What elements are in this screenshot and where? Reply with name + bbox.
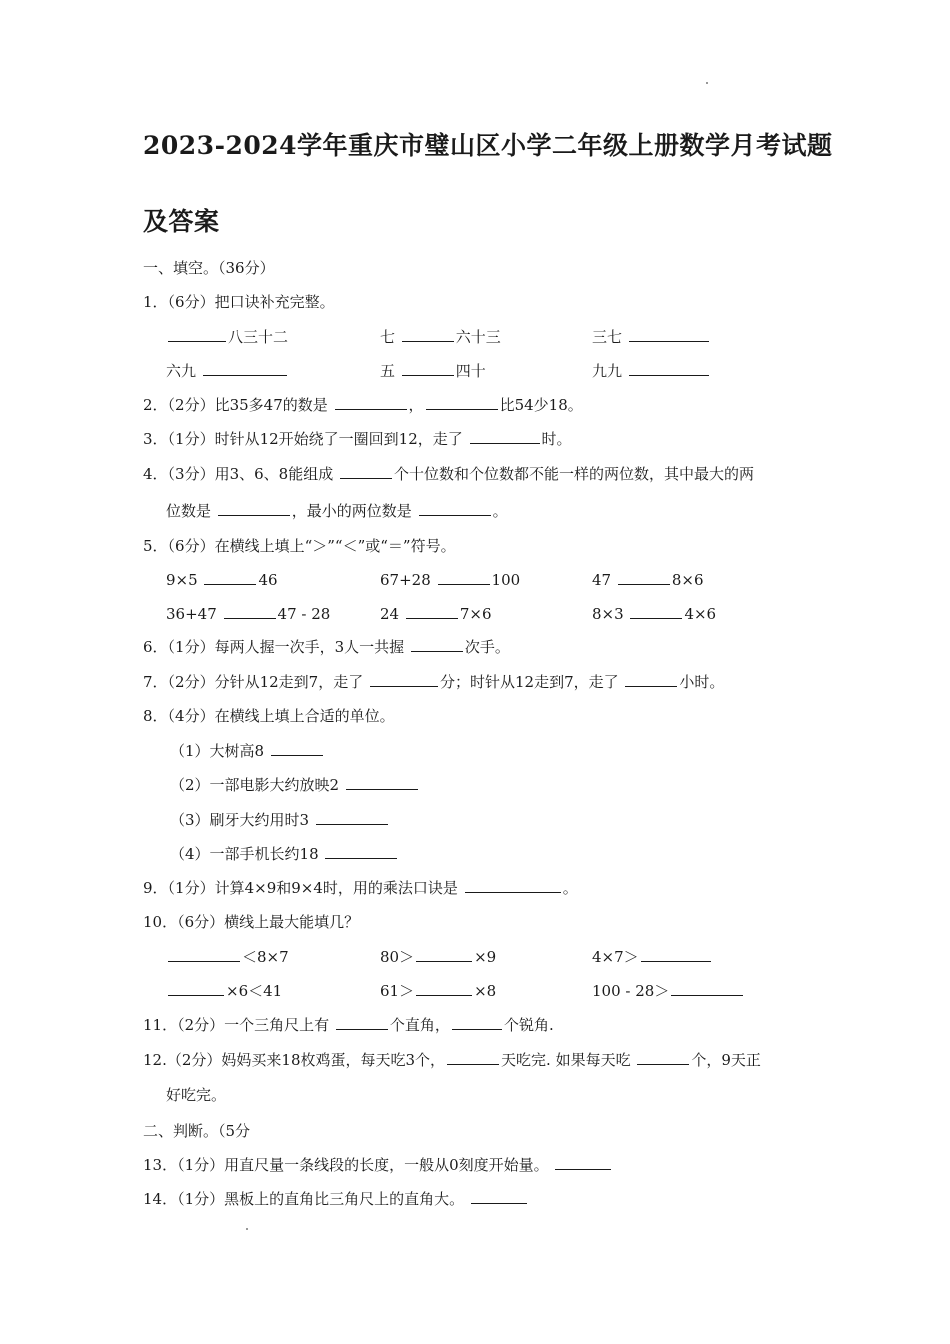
q1-r2-b: 五 四十	[380, 362, 486, 380]
q5-r1-a: 9×5 46	[166, 571, 278, 589]
answer-blank[interactable]	[402, 361, 454, 376]
q10-r1-b: 80＞ ×9	[380, 948, 497, 966]
q10-r2-a: ×6＜41	[166, 981, 282, 1001]
question-11: 11．（2分）一个三角尺上有 个直角， 个锐角.	[143, 1016, 554, 1034]
question-8-stem: 8．（4分）在横线上填上合适的单位。	[143, 707, 395, 725]
q10-r1-c: 4×7＞	[592, 947, 713, 967]
q1-r1-c: 三七	[592, 327, 711, 347]
question-3: 3．（1分）时针从12开始绕了一圈回到12，走了 时。	[143, 430, 572, 448]
exam-title-line2: 及答案	[143, 207, 220, 236]
q10-r2-c: 100 - 28＞	[592, 981, 745, 1001]
answer-blank[interactable]	[168, 327, 226, 342]
answer-blank[interactable]	[336, 1015, 388, 1030]
answer-blank[interactable]	[340, 464, 392, 479]
section-heading-judgement: 二、判断。（5分	[143, 1122, 251, 1140]
answer-blank[interactable]	[271, 741, 323, 756]
q5-r1-c: 47 8×6	[592, 571, 704, 589]
answer-blank[interactable]	[406, 604, 458, 619]
q8-item-4: （4）一部手机长约18	[170, 844, 399, 864]
answer-blank[interactable]	[168, 981, 224, 996]
q8-item-1: （1）大树高8	[170, 741, 325, 761]
answer-blank[interactable]	[224, 604, 276, 619]
question-5-stem: 5．（6分）在横线上填上“＞”“＜”或“＝”符号。	[143, 537, 456, 555]
answer-blank[interactable]	[471, 1189, 527, 1204]
q1-r1-b: 七 六十三	[380, 328, 501, 346]
question-7: 7．（2分）分针从12走到7，走了 分；时针从12走到7，走了 小时。	[143, 673, 725, 691]
question-14: 14．（1分）黑板上的直角比三角尺上的直角大。	[143, 1189, 529, 1209]
answer-blank[interactable]	[625, 672, 677, 687]
answer-blank[interactable]	[637, 1050, 689, 1065]
question-10-stem: 10．（6分）横线上最大能填几？	[143, 913, 360, 931]
q1-r1-a: 八三十二	[166, 327, 288, 347]
answer-blank[interactable]	[641, 947, 711, 962]
question-4-line1: 4．（3分）用3、6、8能组成 个十位数和个位数都不能一样的两位数，其中最大的两	[143, 465, 755, 483]
speck-mark	[706, 82, 708, 84]
q10-r1-a: ＜8×7	[166, 947, 289, 967]
answer-blank[interactable]	[452, 1015, 502, 1030]
answer-blank[interactable]	[168, 947, 240, 962]
question-1-stem: 1．（6分）把口诀补充完整。	[143, 293, 335, 311]
exam-title-line1: 2023-2024学年重庆市璧山区小学二年级上册数学月考试题	[143, 131, 833, 160]
answer-blank[interactable]	[416, 947, 472, 962]
answer-blank[interactable]	[416, 981, 472, 996]
answer-blank[interactable]	[629, 361, 709, 376]
question-4-line2: 位数是 ，最小的两位数是 。	[166, 502, 508, 520]
answer-blank[interactable]	[629, 327, 709, 342]
answer-blank[interactable]	[335, 395, 407, 410]
answer-blank[interactable]	[325, 844, 397, 859]
q5-r1-b: 67+28 100	[380, 571, 521, 589]
question-2: 2．（2分）比35多47的数是 ， 比54少18。	[143, 396, 583, 414]
q5-r2-b: 24 7×6	[380, 605, 492, 623]
answer-blank[interactable]	[671, 981, 743, 996]
question-12-line1: 12.（2分）妈妈买来18枚鸡蛋，每天吃3个， 天吃完. 如果每天吃 个，9天正	[143, 1051, 761, 1069]
answer-blank[interactable]	[370, 672, 438, 687]
q1-r2-a: 六九	[166, 361, 289, 381]
answer-blank[interactable]	[618, 570, 670, 585]
q5-r2-c: 8×3 4×6	[592, 605, 717, 623]
answer-blank[interactable]	[203, 361, 287, 376]
answer-blank[interactable]	[346, 775, 418, 790]
answer-blank[interactable]	[470, 429, 540, 444]
answer-blank[interactable]	[419, 501, 491, 516]
answer-blank[interactable]	[218, 501, 290, 516]
answer-blank[interactable]	[447, 1050, 499, 1065]
question-6: 6．（1分）每两人握一次手，3人一共握 次手。	[143, 638, 510, 656]
question-12-line2: 好吃完。	[166, 1086, 227, 1104]
q8-item-3: （3）刷牙大约用时3	[170, 810, 390, 830]
answer-blank[interactable]	[426, 395, 498, 410]
section-heading-fill-in: 一、填空。（36分）	[143, 259, 275, 277]
answer-blank[interactable]	[316, 810, 388, 825]
answer-blank[interactable]	[630, 604, 682, 619]
speck-mark	[246, 1228, 248, 1230]
question-13: 13．（1分）用直尺量一条线段的长度，一般从0刻度开始量。	[143, 1155, 613, 1175]
answer-blank[interactable]	[438, 570, 490, 585]
question-9: 9．（1分）计算4×9和9×4时，用的乘法口诀是 。	[143, 879, 578, 897]
q8-item-2: （2）一部电影大约放映2	[170, 775, 420, 795]
q1-r2-c: 九九	[592, 361, 711, 381]
q10-r2-b: 61＞ ×8	[380, 982, 497, 1000]
answer-blank[interactable]	[465, 878, 561, 893]
answer-blank[interactable]	[555, 1155, 611, 1170]
answer-blank[interactable]	[411, 637, 463, 652]
answer-blank[interactable]	[402, 327, 454, 342]
q5-r2-a: 36+47 47 - 28	[166, 605, 331, 623]
answer-blank[interactable]	[204, 570, 256, 585]
